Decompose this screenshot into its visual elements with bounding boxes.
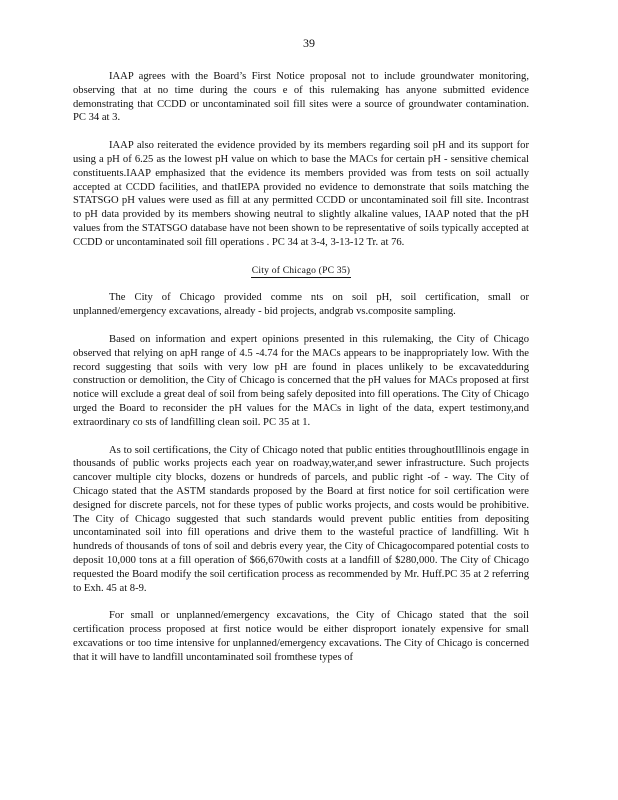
paragraph-chicago-soil-ph: Based on information and expert opinions presented in this rulemaking, the City of Chicago observed that relying on apH range of 4.5 -4.74 for the MACs appears to be inappropriately low. With the record suggesting that soils with very low pH are found in places unlikely to be excavatedduring construction or demolition, the City of Chicago is concerned that the pH values for MACs proposed at first notice will exclude a great deal of soil from being safely deposited into fill operations. The City of Chicago urged the Board to reconsider the pH values for the MACs in light of the data, expert testimony,and extraordinary co sts of landfilling clean soil. PC 35 at 1. — [73, 333, 529, 428]
section-heading — [73, 264, 529, 278]
paragraph-iaap-soil-ph: IAAP also reiterated the evidence provided by its members regarding soil pH and its support for using a pH of 6.25 as the lowest pH value on which to base the MACs for certain pH - sensitive chemical constituents.IAAP emphasized that the evidence its members provided was from tests on soil actually accepted at CCDD facilities, and thatIEPA provided no evidence to demonstrate that soils matching the STATSGO pH values were used as fill at any permitted CCDD or uncontaminated soil fill site. Incontrast to pH data provided by its members showing neutral to slightly alkaline values, IAAP noted that the pH values from the STATSGO database have not been shown to be representative of soils typically accepted at CCDD or uncontaminated soil fill operations . PC 34 at 3-4, 3-13-12 Tr. at 76. — [73, 140, 529, 248]
section-heading-text: City of Chicago (PC 35) — [251, 264, 351, 276]
paragraph-chicago-small-excavations: For small or unplanned/emergency excavations, the City of Chicago stated that the soil certification process proposed at first notice would be either disproport ionately expensive for small excavations or too time intensive for unplanned/emergency excavations. The City of Chicago is concerned that it will have to landfill uncontaminated soil fromthese types of — [73, 610, 529, 663]
document-body — [73, 70, 529, 678]
paragraph-iaap-groundwater: IAAP agrees with the Board’s First Notice proposal not to include groundwater monitoring, observing that at no time during the cours e of this rulemaking has anyone submitted evidence demonstrating that CCDD or uncontaminated soil fill sites were a source of groundwater contamination. PC 34 at 3. — [73, 71, 529, 124]
paragraph-chicago-overview: The City of Chicago provided comme nts on soil pH, soil certification, small or unplanned/emergency excavations, already - bid projects, andgrab vs.composite sampling. — [73, 292, 529, 318]
page-number: 39 — [303, 36, 315, 50]
paragraph-chicago-soil-certification: As to soil certifications, the City of Chicago noted that public entities throughoutIllinois engage in thousands of public works projects each year on roadway,water,and sewer infrastructure. Such projects cancover multiple city blocks, dozens or hundreds of parcels, and public right -of - way. The City of Chicago stated that the ASTM standards proposed by the Board at first notice for soil certification were designed for discrete parcels, not for these types of public works projects, and costs would be prohibitive. The City of Chicago suggested that such standards would prevent public entities from depositing uncontaminated soil into fill operations and drive them to the wasteful practice of landfilling. Wit h hundreds of thousands of tons of soil and debris every year, the City of Chicagocompared potential costs to deposit 10,000 tons at a fill operation of $66,670with costs at a landfill of $280,000. The City of Chicago requested the Board modify the soil certification process as recommended by Mr. Huff.PC 35 at 2 referring to Exh. 45 at 8-9. — [73, 444, 529, 594]
